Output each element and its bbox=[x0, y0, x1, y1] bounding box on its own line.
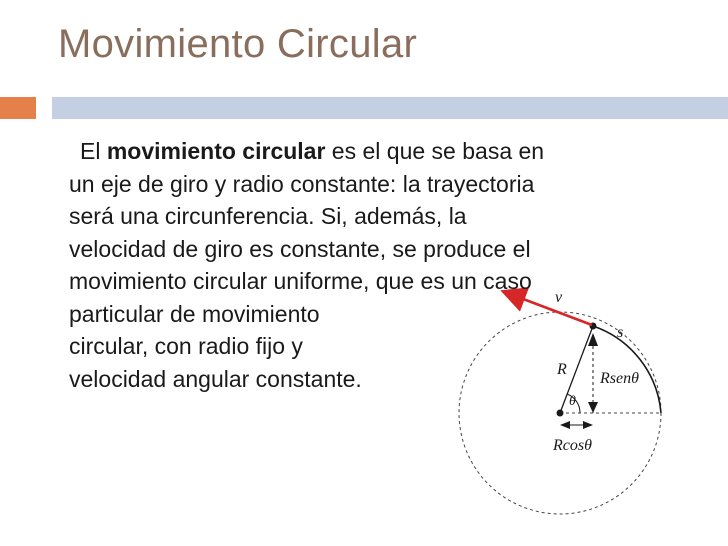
paragraph-line-6: particular de movimiento bbox=[69, 300, 320, 327]
label-s: s bbox=[617, 324, 624, 341]
paragraph-line-7: circular, con radio fijo y bbox=[69, 333, 303, 359]
label-R: R bbox=[557, 361, 567, 378]
slide-title: Movimiento Circular bbox=[58, 22, 418, 66]
paragraph-line-2: un eje de giro y radio constante: la trayectoria bbox=[69, 170, 535, 197]
label-rsen: Rsenθ bbox=[600, 370, 639, 387]
center-point bbox=[557, 410, 564, 417]
label-theta: θ bbox=[569, 394, 576, 409]
label-rcos: Rcosθ bbox=[553, 437, 592, 454]
paragraph-line-8: velocidad angular constante. bbox=[69, 365, 362, 392]
paragraph-line-3: será una circunferencia. Si, además, la bbox=[69, 203, 467, 229]
paragraph bbox=[69, 135, 690, 395]
paragraph-line-4: velocidad de giro es constante, se produce el bbox=[69, 235, 531, 262]
bold-term: movimiento circular bbox=[106, 138, 326, 164]
paragraph-line-1: El movimiento circular es el que se basa en bbox=[80, 138, 545, 164]
paragraph-line-5: movimiento circular uniforme, que es un caso bbox=[69, 268, 532, 294]
label-v: v bbox=[555, 289, 563, 306]
